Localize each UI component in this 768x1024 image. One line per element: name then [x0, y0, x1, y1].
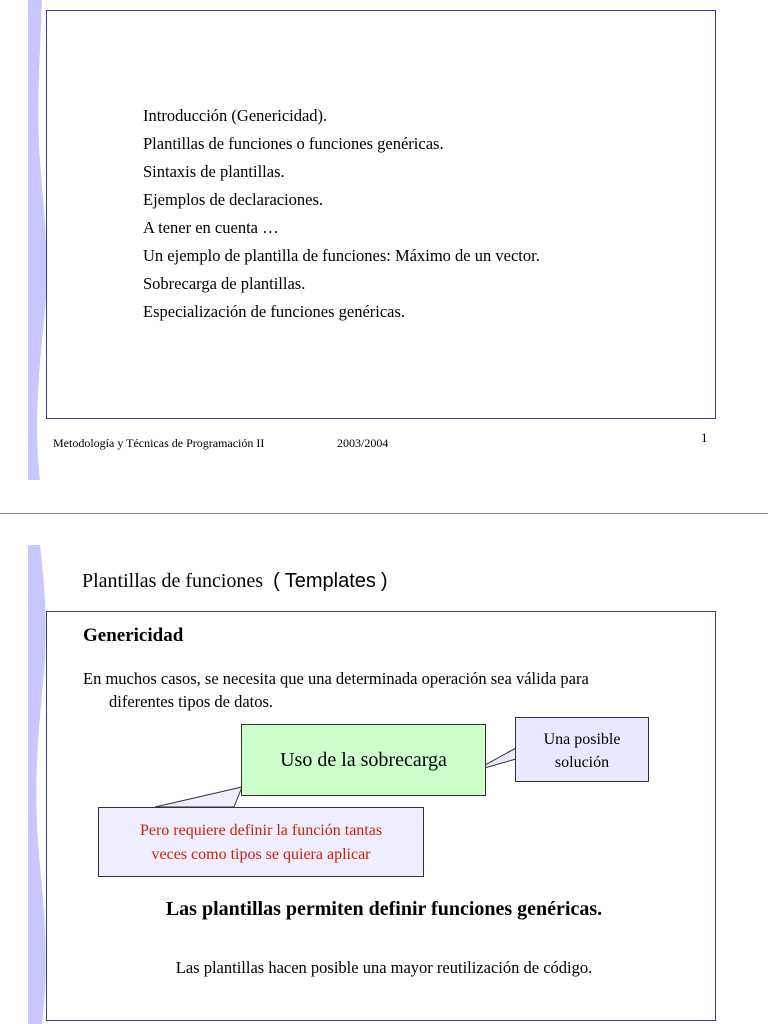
closing-line: Las plantillas hacen posible una mayor reutilización de código. — [175, 958, 593, 977]
slide-1-content-frame — [46, 10, 716, 419]
outline-item: Ejemplos de declaraciones. — [143, 190, 324, 209]
drawback-line-2: veces como tipos se quiera aplicar — [151, 846, 371, 863]
outline-item: Un ejemplo de plantilla de funciones: Máximo de un vector. — [143, 246, 540, 265]
drawback-callout — [98, 807, 424, 877]
outline-item: Sobrecarga de plantillas. — [143, 274, 306, 293]
slide-2 — [0, 545, 768, 1024]
outline-item: Especialización de funciones genéricas. — [143, 302, 406, 321]
slide-title-open-paren: ( — [273, 570, 280, 592]
solution-callout — [515, 717, 649, 782]
outline-item: Plantillas de funciones o funciones genéricas. — [143, 134, 444, 153]
overload-box: Uso de la sobrecarga — [241, 724, 486, 796]
page-divider — [0, 513, 768, 514]
intro-paragraph-line-1: En muchos casos, se necesita que una determinada operación sea válida para — [83, 669, 589, 688]
outline-item: A tener en cuenta … — [143, 218, 279, 237]
slide-1 — [0, 0, 768, 480]
intro-paragraph-line-2: diferentes tipos de datos. — [109, 692, 274, 711]
slide-title-close-paren: ) — [380, 570, 388, 592]
key-statement: Las plantillas permiten definir funciones genéricas. — [165, 898, 603, 920]
section-heading: Genericidad — [83, 625, 184, 646]
slide-title-main: Plantillas de funciones — [82, 570, 264, 592]
page-number: 1 — [701, 430, 708, 445]
solution-callout-line-1: Una posible — [543, 731, 621, 748]
drawback-line-1: Pero requiere definir la función tantas — [139, 822, 383, 839]
slide-title-templates: Templates — [284, 570, 376, 592]
outline-item: Sintaxis de plantillas. — [143, 162, 285, 181]
solution-callout-line-2: solución — [554, 754, 610, 771]
outline-item: Introducción (Genericidad). — [143, 106, 328, 125]
footer-course: Metodología y Técnicas de Programación II — [53, 436, 265, 450]
footer-year: 2003/2004 — [337, 436, 389, 450]
